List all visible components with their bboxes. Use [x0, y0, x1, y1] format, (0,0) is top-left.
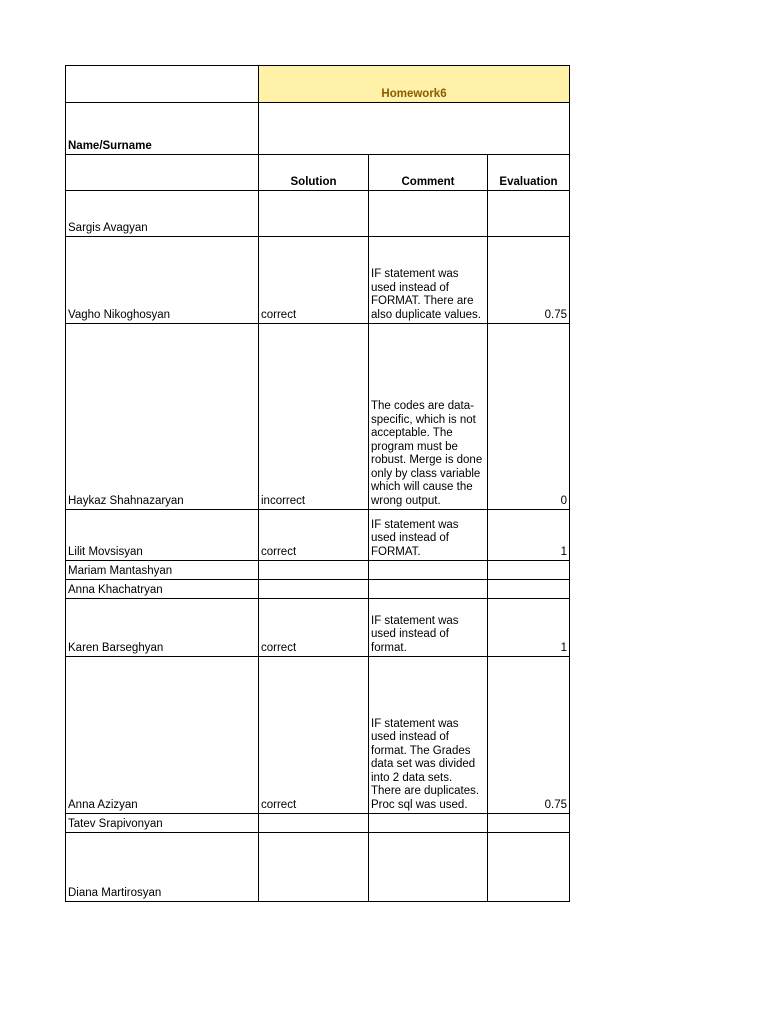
- student-name[interactable]: Diana Martirosyan: [66, 833, 259, 902]
- evaluation-cell[interactable]: 1: [488, 510, 570, 561]
- comment-header[interactable]: Comment: [369, 155, 488, 191]
- evaluation-cell[interactable]: [488, 191, 570, 237]
- evaluation-cell[interactable]: [488, 833, 570, 902]
- evaluation-cell[interactable]: 0: [488, 324, 570, 510]
- name-surname-label[interactable]: Name/Surname: [66, 103, 259, 155]
- solution-cell[interactable]: [259, 191, 369, 237]
- comment-cell[interactable]: [369, 814, 488, 833]
- student-name[interactable]: Lilit Movsisyan: [66, 510, 259, 561]
- table-row: [66, 191, 570, 237]
- cell-empty[interactable]: [66, 155, 259, 191]
- evaluation-cell[interactable]: 0.75: [488, 237, 570, 324]
- student-name[interactable]: Sargis Avagyan: [66, 191, 259, 237]
- evaluation-cell[interactable]: [488, 814, 570, 833]
- homework-grade-table: [65, 65, 570, 902]
- comment-cell[interactable]: IF statement was used instead of format. The Grades data set was divided into 2 data sets. There are duplicates. Proc sql was used.: [369, 657, 488, 814]
- student-name[interactable]: Karen Barseghyan: [66, 599, 259, 657]
- comment-cell[interactable]: IF statement was used instead of format.: [369, 599, 488, 657]
- student-name[interactable]: Tatev Srapivonyan: [66, 814, 259, 833]
- student-name[interactable]: Vagho Nikoghosyan: [66, 237, 259, 324]
- comment-cell[interactable]: [369, 191, 488, 237]
- evaluation-cell[interactable]: 0.75: [488, 657, 570, 814]
- solution-cell[interactable]: incorrect: [259, 324, 369, 510]
- student-name[interactable]: Anna Khachatryan: [66, 580, 259, 599]
- evaluation-cell[interactable]: [488, 561, 570, 580]
- table-row: [66, 833, 570, 902]
- cell-empty[interactable]: [66, 66, 259, 103]
- comment-cell[interactable]: [369, 833, 488, 902]
- column-header-row: [66, 155, 570, 191]
- solution-cell[interactable]: correct: [259, 510, 369, 561]
- solution-cell[interactable]: [259, 561, 369, 580]
- sheet-title[interactable]: Homework6: [259, 66, 570, 103]
- name-label-row: [66, 103, 570, 155]
- comment-cell[interactable]: IF statement was used instead of FORMAT.: [369, 510, 488, 561]
- table-row: [66, 237, 570, 324]
- solution-cell[interactable]: correct: [259, 657, 369, 814]
- evaluation-cell[interactable]: [488, 580, 570, 599]
- table-row: [66, 599, 570, 657]
- solution-cell[interactable]: [259, 814, 369, 833]
- solution-cell[interactable]: correct: [259, 599, 369, 657]
- table-row: [66, 324, 570, 510]
- table-row: [66, 561, 570, 580]
- solution-cell[interactable]: [259, 833, 369, 902]
- table-row: [66, 657, 570, 814]
- comment-cell[interactable]: [369, 561, 488, 580]
- comment-cell[interactable]: [369, 580, 488, 599]
- table-row: [66, 510, 570, 561]
- table-row: [66, 580, 570, 599]
- solution-header[interactable]: Solution: [259, 155, 369, 191]
- cell-empty[interactable]: [259, 103, 570, 155]
- comment-cell[interactable]: IF statement was used instead of FORMAT. There are also duplicate values.: [369, 237, 488, 324]
- solution-cell[interactable]: [259, 580, 369, 599]
- student-name[interactable]: Haykaz Shahnazaryan: [66, 324, 259, 510]
- student-name[interactable]: Anna Azizyan: [66, 657, 259, 814]
- evaluation-cell[interactable]: 1: [488, 599, 570, 657]
- evaluation-header[interactable]: Evaluation: [488, 155, 570, 191]
- table-row: [66, 814, 570, 833]
- student-name[interactable]: Mariam Mantashyan: [66, 561, 259, 580]
- solution-cell[interactable]: correct: [259, 237, 369, 324]
- comment-cell[interactable]: The codes are data-specific, which is not acceptable. The program must be robust. Merge is done only by class variable which will cause the wrong output.: [369, 324, 488, 510]
- title-row: [66, 66, 570, 103]
